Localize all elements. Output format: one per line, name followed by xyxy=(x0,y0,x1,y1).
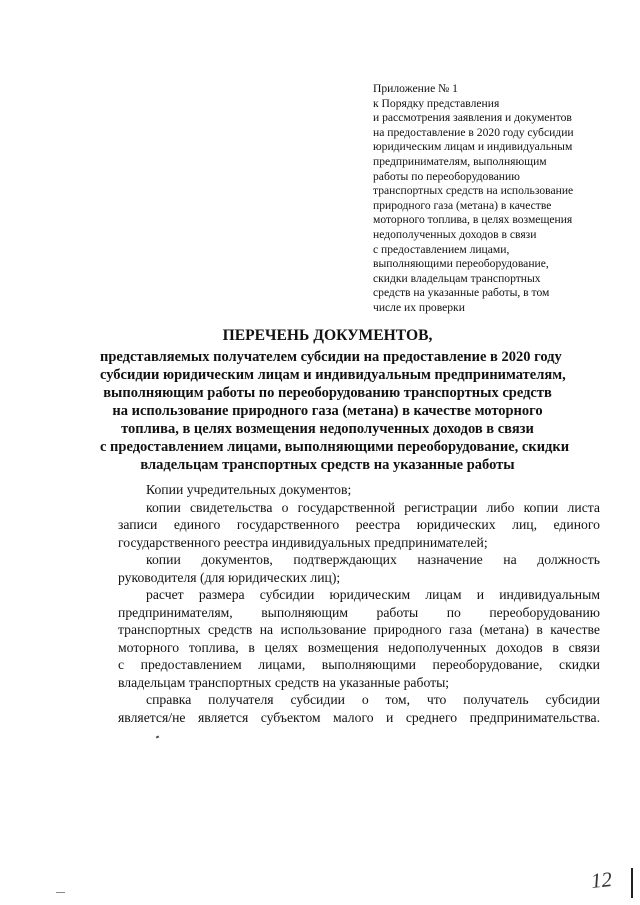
scan-edge-line xyxy=(631,868,633,898)
appendix-line: выполняющими переоборудование, xyxy=(373,257,549,271)
list-item-line: справка получателя субсидии о том, что получатель субсидии xyxy=(146,692,600,707)
title-line: владельцам транспортных средств на указанные работы xyxy=(140,457,515,473)
list-item-line: записи единого государственного реестра юридических лиц, единого xyxy=(118,517,600,532)
title-line: выполняющим работы по переоборудованию транспортных средств xyxy=(103,385,552,401)
list-item-line: владельцам транспортных средств на указанные работы; xyxy=(118,674,450,690)
title-line: топлива, в целях возмещения недополученных доходов в связи xyxy=(121,421,534,437)
list-item-line: копии свидетельства о государственной регистрации либо копии листа xyxy=(146,499,600,515)
appendix-line: моторного топлива, в целях возмещения xyxy=(373,213,573,227)
appendix-line: с предоставлением лицами, xyxy=(373,242,510,256)
list-item-line: копии документов, подтверждающих назначение на должность xyxy=(146,552,600,567)
appendix-line: скидки владельцам транспортных xyxy=(373,271,541,285)
title-line: с предоставлением лицами, выполняющими переоборудование, скидки xyxy=(100,439,570,455)
appendix-line: юридическим лицам и индивидуальным xyxy=(373,140,573,154)
list-item-line: моторного топлива, в целях возмещения недополученных доходов в связи xyxy=(118,639,600,655)
appendix-line: средств на указанные работы, в том xyxy=(373,286,550,300)
appendix-line: предпринимателям, выполняющим xyxy=(373,154,547,168)
appendix-line: недополученных доходов в связи xyxy=(373,227,537,241)
handwritten-page-number: 12 xyxy=(589,866,614,894)
list-item-line: расчет размера субсидии юридическим лицам и индивидуальным xyxy=(146,587,600,602)
scan-speck xyxy=(156,736,160,739)
appendix-line: транспортных средств на использование xyxy=(373,184,574,198)
list-item-line: Копии учредительных документов; xyxy=(146,482,352,497)
appendix-line: на предоставление в 2020 году субсидии xyxy=(373,125,574,139)
list-item-line: является/не является субъектом малого и среднего предпринимательства. xyxy=(118,709,600,725)
list-item-line: руководителя (для юридических лиц); xyxy=(118,569,341,585)
list-item-line: предпринимателям, выполняющим работы по переоборудованию xyxy=(118,604,600,620)
appendix-line: природного газа (метана) в качестве xyxy=(373,198,552,212)
title-line: субсидии юридическим лицам и индивидуальным предпринимателям, xyxy=(100,367,566,383)
document-list xyxy=(118,481,600,726)
appendix-line: и рассмотрения заявления и документов xyxy=(373,111,572,125)
appendix-line: Приложение № 1 xyxy=(373,82,458,95)
document-title xyxy=(100,326,570,474)
appendix-header xyxy=(373,82,623,316)
title-heading: ПЕРЕЧЕНЬ ДОКУМЕНТОВ, xyxy=(222,327,433,344)
title-line: на использование природного газа (метана) в качестве моторного xyxy=(112,403,543,419)
list-item-line: с предоставлением лицами, выполняющими переоборудование, скидки xyxy=(118,657,600,672)
appendix-line: к Порядку представления xyxy=(373,96,500,110)
list-item-line: транспортных средств на использование природного газа (метана) в качестве xyxy=(118,622,600,637)
scan-mark xyxy=(56,892,65,893)
appendix-line: числе их проверки xyxy=(373,300,465,314)
list-item-line: государственного реестра индивидуальных предпринимателей; xyxy=(118,534,488,550)
title-line: представляемых получателем субсидии на предоставление в 2020 году xyxy=(100,349,562,365)
appendix-line: работы по переоборудованию xyxy=(373,169,520,183)
